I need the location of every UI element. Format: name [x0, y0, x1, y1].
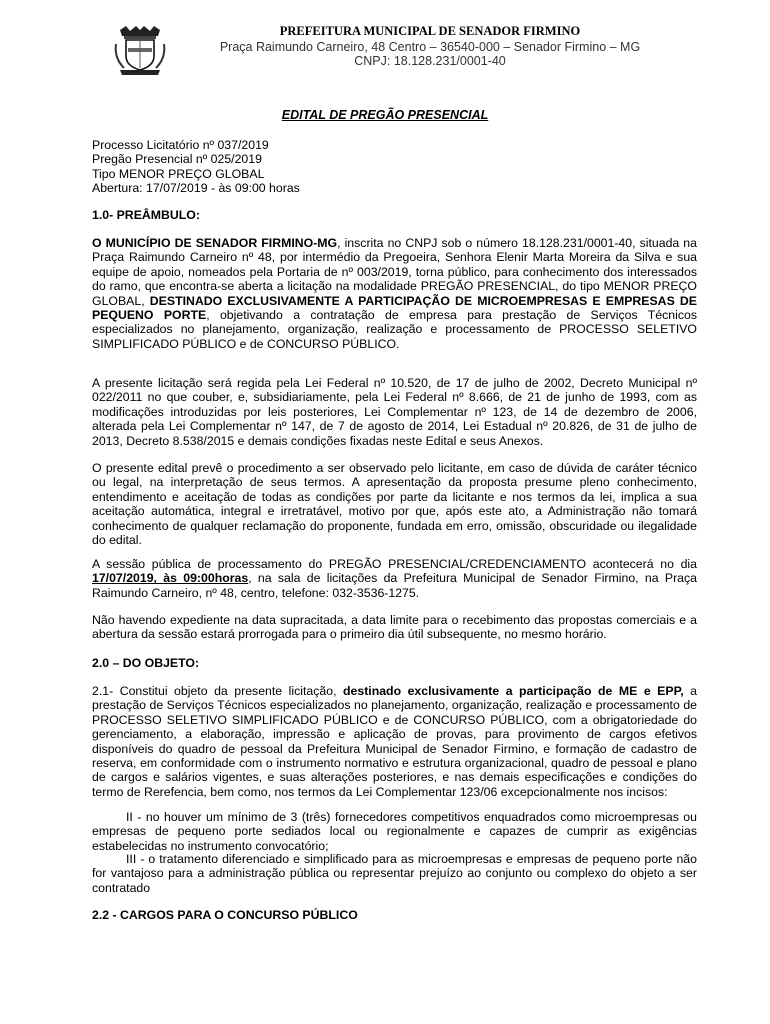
process-info-line: Tipo MENOR PREÇO GLOBAL [92, 166, 265, 181]
list-item-inciso-2: II - no houver um mínimo de 3 (três) fornecedores competitivos enquadrados como microempresas ou empresas de pequeno porte sediados local ou regionalmente e capazes de cumprir as exigências estabelecidas no instrumento convocatório; [92, 810, 697, 853]
header-address: Praça Raimundo Carneiro, 48 Centro – 36540-000 – Senador Firmino – MG [219, 40, 641, 54]
list-item-inciso-3: III - o tratamento diferenciado e simplificado para as microempresas e empresas de pequeno porte não for vantajoso para a administração pública ou representar prejuízo ao conjunto ou complexo do objeto a ser contratado [92, 852, 697, 895]
process-info-line: Abertura: 17/07/2019 - às 09:00 horas [92, 181, 300, 196]
paragraph-text: , na sala de licitações da Prefeitura Municipal de Senador Firmino, na Praça Raimundo Carneiro, nº 48, centro, telefone: 032-3536-1275. [92, 571, 697, 600]
process-info-line: Processo Licitatório nº 037/2019 [92, 138, 269, 152]
emphasis-text: DESTINADO EXCLUSIVAMENTE A PARTICIPAÇÃO DE MICROEMPRESAS E EMPRESAS DE PEQUENO PORTE [92, 293, 697, 323]
paragraph-preambulo-2: A presente licitação será regida pela Lei Federal nº 10.520, de 17 de julho de 2002, Decreto Municipal nº 022/2011 no que couber, e, subsidiariamente, pela Lei Federal nº 8.666, de 21 de junho de 1993, com as modificações introduzidas por leis posteriores, Lei Complementar nº 123, de 14 de dezembro de 2006, alterada pela Lei Complementar nº 147, de 7 de agosto de 2014, Lei Estadual nº 20.826, de 31 de julho de 2013, Decreto 8.538/2015 e demais condições fixadas neste Edital e seus Anexos. [92, 376, 697, 448]
paragraph-objeto-1 [92, 684, 697, 799]
process-info-line: Pregão Presencial nº 025/2019 [92, 152, 262, 167]
paragraph-preambulo-1 [92, 236, 697, 351]
paragraph-preambulo-4 [92, 557, 697, 600]
paragraph-text: A sessão pública de processamento do PREGÃO PRESENCIAL/CREDENCIAMENTO acontecerá no dia [92, 557, 697, 571]
paragraph-text: , inscrita no CNPJ sob o número 18.128.231/0001-40, situada na Praça Raimundo Carneiro nº 48, por intermédio da Pregoeira, Senhora Elenir Marta Moreira da Silva e sua equipe de apoio, nomeados pela Portaria de nº 003/2019, torna público, para conhecimento dos interessados do ramo, que encontra-se aberta a licitação na modalidade PREGÃO PRESENCIAL, do tipo MENOR PREÇO GLOBAL, [92, 236, 697, 308]
paragraph-preambulo-3: O presente edital prevê o procedimento a ser observado pelo licitante, em caso de dúvida de caráter técnico ou legal, na interpretação de seus termos. A apresentação da proposta presume pleno conhecimento, entendimento e aceitação de todas as condições por parte da licitante e nos termos da lei, implica a sua aceitação automática, integral e irretratável, motivo por que, após este ato, a Administração não tomará conhecimento de qualquer reclamação do proponente, fundada em erro, omissão, obscuridade ou ilegalidade do edital. [92, 461, 697, 548]
process-info [92, 138, 697, 196]
paragraph-preambulo-5: Não havendo expediente na data supracitada, a data limite para o recebimento das propostas comerciais e a abertura da sessão estará prorrogada para o primeiro dia útil subsequente, no mesmo horário. [92, 613, 697, 642]
municipal-coat-of-arms-icon [112, 24, 168, 78]
document-title: EDITAL DE PREGÃO PRESENCIAL [281, 108, 489, 122]
emphasis-text: O MUNICÍPIO DE SENADOR FIRMINO-MG [92, 236, 338, 250]
section-heading-cargos: 2.2 - CARGOS PARA O CONCURSO PÚBLICO [92, 908, 358, 922]
emphasis-text: destinado exclusivamente a participação de ME e EPP, [343, 684, 684, 698]
paragraph-text: , objetivando a contratação de empresa para prestação de Serviços Técnicos especializados no planejamento, organização, realização e processamento de PROCESSO SELETIVO SIMPLIFICADO PÚBLICO e de CONCURSO PÚBLICO. [92, 308, 697, 351]
header-cnpj: CNPJ: 18.128.231/0001-40 [354, 54, 506, 68]
paragraph-text: a prestação de Serviços Técnicos especializados no planejamento, organização, realização e processamento de PROCESSO SELETIVO SIMPLIFICADO PÚBLICO e de CONCURSO PÚBLICO, com a obrigatoriedade do gerenciamento, a elaboração, impressão e aplicação de provas, para provimento de cargos efetivos disponíveis do quadro de pessoal da Prefeitura Municipal de Senador Firmino, e formação de cadastro de reserva, em conformidade com o instrumento normativo e estrutura organizacional, quadro de pessoal e plano de cargos e salários vigentes, e suas alterações posteriores, e nas demais especificações e condições do termo de Rerefencia, bem como, nos termos da Lei Complementar 123/06 excepcionalmente nos incisos: [92, 684, 697, 799]
session-date: 17/07/2019, às 09:00horas [92, 571, 249, 586]
section-heading-objeto: 2.0 – DO OBJETO: [92, 656, 200, 670]
header-org-name: PREFEITURA MUNICIPAL DE SENADOR FIRMINO [279, 24, 581, 38]
paragraph-text: 2.1- Constitui objeto da presente licitação, [92, 684, 343, 698]
section-heading-preambulo: 1.0- PREÂMBULO: [92, 208, 200, 222]
